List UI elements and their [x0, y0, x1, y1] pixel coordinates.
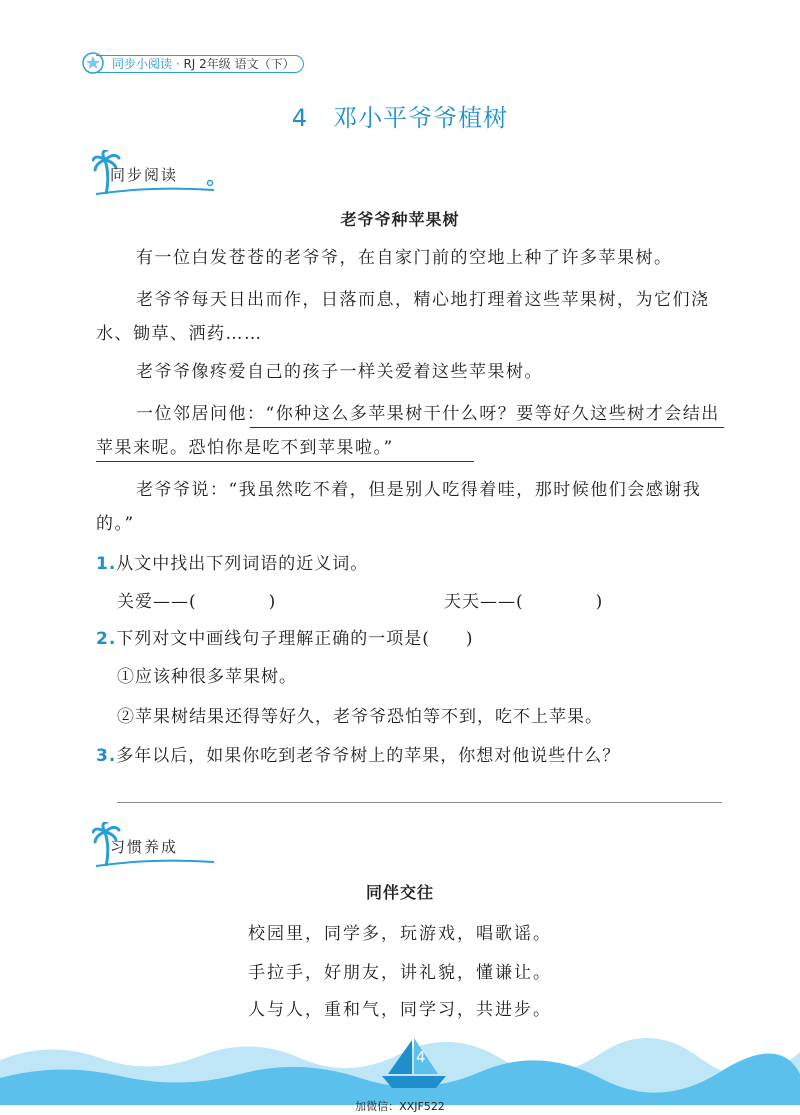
- story-title: 老爷爷种苹果树: [340, 210, 460, 229]
- question-3: [96, 741, 620, 771]
- section-badge-habits: [92, 822, 222, 872]
- poem-line-3: 人与人，重和气，同学习，共进步。: [248, 1000, 552, 1020]
- story-paragraph-5: 老爷爷说：“我虽然吃不着，但是别人吃得着哇，那时候他们会感谢我的。”: [96, 480, 702, 534]
- header-grade: RJ 2年级 语文（下）: [183, 57, 295, 71]
- poem-line-1: 校园里，同学多，玩游戏，唱歌谣。: [248, 924, 552, 944]
- answer-line[interactable]: [117, 802, 722, 803]
- header-separator: ·: [172, 57, 184, 71]
- q1-item-a: 关爱——( ): [117, 592, 277, 612]
- question-number: 2.: [96, 629, 117, 649]
- question-number: 3.: [96, 746, 117, 766]
- story-paragraph-2: 老爷爷每天日出而作，日落而息，精心地打理着这些苹果树，为它们浇水、锄草、洒药……: [96, 290, 710, 344]
- story-paragraph-4: 一位邻居问他：“你种这么多苹果树干什么呀？要等好久这些树才会结出苹果来呢。恐怕你是吃不到苹果啦。”: [96, 404, 720, 458]
- q2-option-1: ①应该种很多苹果树。: [117, 667, 297, 687]
- question-2: [96, 624, 474, 654]
- underline-mark: [250, 427, 724, 428]
- page-number: 4: [416, 1048, 426, 1066]
- header-text: [112, 56, 295, 72]
- story-paragraph-1: 有一位白发苍苍的老爷爷，在自家门前的空地上种了许多苹果树。: [136, 248, 673, 268]
- question-text: 多年以后，如果你吃到老爷爷树上的苹果，你想对他说些什么？: [116, 746, 621, 766]
- header-series: 同步小阅读: [112, 57, 173, 71]
- section-label-reading: 同步阅读: [110, 166, 179, 184]
- poem-line-2: 手拉手，好朋友，讲礼貌，懂谦让。: [248, 963, 552, 983]
- watermark-text: 加微信：XXJF522: [355, 1100, 445, 1113]
- footer-waves: [0, 1030, 800, 1105]
- q1-item-b: 天天——( ): [444, 592, 604, 612]
- poem-title: 同伴交往: [365, 883, 434, 902]
- underline-mark: [96, 461, 474, 462]
- question-text: 从文中找出下列词语的近义词。: [116, 554, 369, 574]
- question-number: 1.: [96, 554, 117, 574]
- lesson-title: 4 邓小平爷爷植树: [291, 104, 509, 132]
- question-text: 下列对文中画线句子理解正确的一项是( ): [116, 629, 474, 649]
- story-paragraph-3: 老爷爷像疼爱自己的孩子一样关爱着这些苹果树。: [136, 362, 543, 382]
- q2-option-2: ②苹果树结果还得等好久，老爷爷恐怕等不到，吃不上苹果。: [117, 707, 603, 727]
- section-badge-reading: [92, 150, 222, 200]
- question-1: [96, 549, 368, 579]
- section-label-habits: 习惯养成: [110, 838, 179, 856]
